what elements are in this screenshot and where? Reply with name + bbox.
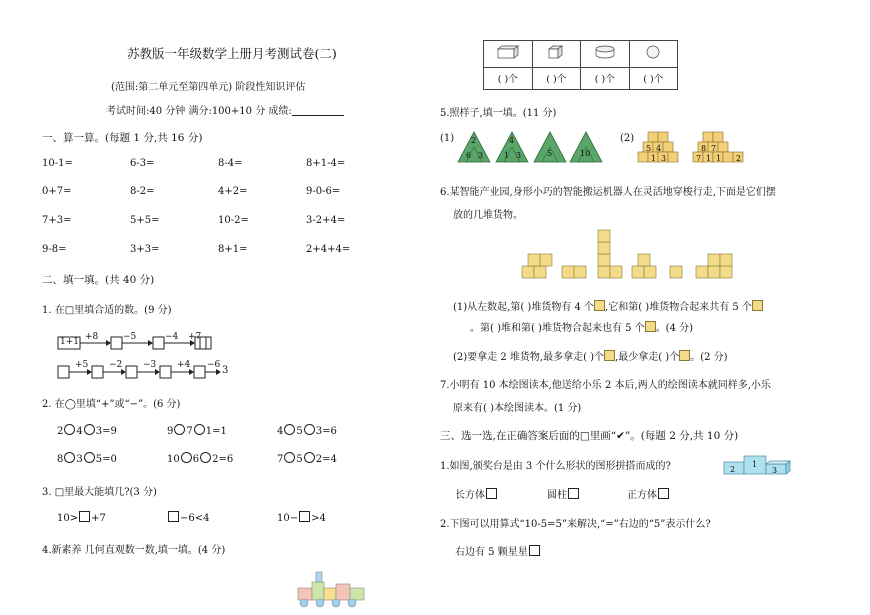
- arith-2-0: 7+3=: [42, 215, 72, 226]
- small-cube-icon: [604, 350, 615, 361]
- small-cube-icon: [679, 350, 690, 361]
- exam-range: (范围:第二单元至第四单元) 阶段性知识评估: [111, 82, 306, 93]
- blocks1-top-0: 5: [646, 144, 652, 153]
- tri2-mid: 1: [504, 151, 510, 160]
- q2-7-text-2: 原来有( )本绘图读本。(1 分): [453, 403, 582, 414]
- q6-sub2: (2)要拿走 2 堆货物,最多拿走( )个 ,最少拿走( )个 。(2 分): [453, 352, 728, 363]
- op-circle[interactable]: [284, 424, 295, 435]
- option-cuboid: 长方体: [455, 486, 498, 501]
- option-cylinder: 圆柱: [547, 486, 580, 501]
- chain2-end: 3: [222, 365, 229, 376]
- chain2-op-2: −2: [109, 360, 123, 370]
- blocks2-top-1: 7: [711, 144, 717, 153]
- exam-meta-text: 考试时间:40 分钟 满分:100+10 分 成绩:: [106, 106, 292, 117]
- toy-train-image: [296, 566, 368, 610]
- op-circle[interactable]: [181, 452, 192, 463]
- tri2-right: 3: [516, 151, 522, 160]
- op-circle[interactable]: [284, 452, 295, 463]
- max-item-3: 10− >4: [277, 513, 326, 524]
- cylinder-icon: [594, 45, 616, 59]
- checkbox-stars[interactable]: [529, 545, 540, 556]
- arith-0-0: 10-1=: [42, 158, 73, 169]
- podium-label-2: 2: [730, 465, 736, 474]
- blocks1-bottom-1: 3: [661, 154, 667, 163]
- q2-6-text-1: 6.某智能产业园,身形小巧的智能搬运机器人在灵活地穿梭行走,下面是它们摆: [440, 187, 776, 198]
- chain2-op-3: −3: [143, 360, 157, 370]
- arith-3-1: 3+3=: [130, 244, 160, 255]
- section-2-heading: 二、填一填。(共 40 分): [42, 274, 155, 286]
- count-cell-3[interactable]: ( )个: [581, 67, 630, 89]
- q2-5-text: 5.照样子,填一填。(11 分): [440, 108, 557, 119]
- count-cell-2[interactable]: ( )个: [532, 67, 581, 89]
- arith-2-3: 3-2+4=: [306, 215, 346, 226]
- op-circle[interactable]: [84, 452, 95, 463]
- blocks2-bottom-2: 1: [716, 154, 722, 163]
- small-cube-icon: [645, 321, 656, 332]
- arith-1-0: 0+7=: [42, 186, 72, 197]
- answer-box[interactable]: [79, 511, 90, 522]
- op-circle[interactable]: [64, 452, 75, 463]
- podium-label-1: 1: [752, 460, 758, 469]
- circle-item-2: 9 7 1=1: [167, 426, 227, 437]
- q2-1-text: 1. 在□里填合适的数。(9 分): [42, 305, 172, 316]
- blocks2-bottom-0: 7: [696, 154, 702, 163]
- cube-piles: [520, 232, 740, 282]
- cube-icon: [547, 45, 565, 59]
- answer-box[interactable]: [299, 511, 310, 522]
- circle-item-1: 2 4 3=9: [57, 426, 117, 437]
- q3-2-text: 2.下图可以用算式“10-5=5”来解决,“=”右边的“5”表示什么?: [440, 519, 711, 530]
- cylinder-cell: [581, 41, 630, 68]
- exam-meta: [106, 102, 344, 117]
- q5-label-2: (2): [620, 133, 635, 144]
- arith-3-0: 9-8=: [42, 244, 67, 255]
- tri4-label: 10: [580, 149, 591, 158]
- count-cell-1[interactable]: ( )个: [484, 67, 533, 89]
- q2-6-text-2: 放的几堆货物。: [453, 210, 523, 221]
- sphere-icon: [645, 45, 661, 59]
- arith-0-2: 8-4=: [218, 158, 243, 169]
- q2-7-text-1: 7.小明有 10 本绘图读本,他送给小乐 2 本后,两人的绘图读本就同样多,小乐: [440, 380, 771, 391]
- sphere-cell: [629, 41, 678, 68]
- answer-box[interactable]: [168, 511, 179, 522]
- chain1-op-4: +7: [188, 332, 202, 342]
- op-circle[interactable]: [84, 424, 95, 435]
- blocks2-bottom-1: 1: [706, 154, 712, 163]
- tri1-top: 2: [471, 136, 477, 145]
- arith-0-1: 6-3=: [130, 158, 155, 169]
- chain2-op-4: +4: [177, 360, 191, 370]
- arith-2-2: 10-2=: [218, 215, 249, 226]
- section-1-heading: 一、算一算。(每题 1 分,共 16 分): [42, 132, 203, 144]
- max-item-1: 10> +7: [57, 513, 106, 524]
- blocks2-bottom-3: 2: [736, 154, 742, 163]
- circle-item-5: 10 6 2=6: [167, 454, 234, 465]
- op-circle[interactable]: [64, 424, 75, 435]
- chain2-op-5: −6: [207, 360, 221, 370]
- shape-count-table: [483, 40, 678, 90]
- page-title: 苏教版一年级数学上册月考测试卷(二): [127, 46, 337, 61]
- q6-sub1-line2: 。第( )堆和第( )堆货物合起来也有 5 个 。(4 分): [470, 323, 694, 334]
- cuboid-cell: [484, 41, 533, 68]
- op-circle[interactable]: [174, 424, 185, 435]
- arith-3-2: 8+1=: [218, 244, 248, 255]
- chain1-start: 1+1: [60, 337, 79, 347]
- cuboid-icon: [496, 45, 520, 59]
- arith-1-3: 9-0-6=: [306, 186, 341, 197]
- chain1-op-3: −4: [165, 332, 179, 342]
- op-circle[interactable]: [200, 452, 211, 463]
- podium-label-3: 3: [772, 466, 778, 475]
- cube-cell: [532, 41, 581, 68]
- blocks1-top-1: 4: [656, 144, 662, 153]
- q2-2-text: 2. 在◯里填“+”或“−”。(6 分): [42, 399, 181, 410]
- chain1-op-1: +8: [85, 332, 99, 342]
- chain1-op-2: −5: [123, 332, 137, 342]
- checkbox-cylinder[interactable]: [568, 488, 579, 499]
- circle-item-4: 8 3 5=0: [57, 454, 117, 465]
- op-circle[interactable]: [304, 452, 315, 463]
- arith-2-1: 5+5=: [130, 215, 160, 226]
- chain2-op-1: +5: [75, 360, 89, 370]
- small-cube-icon: [752, 300, 763, 311]
- checkbox-cuboid[interactable]: [486, 488, 497, 499]
- q6-sub1-line1: (1)从左数起,第( )堆货物有 4 个 ,它和第( )堆货物合起来共有 5 个: [453, 298, 763, 313]
- tri1-mid: 6: [466, 151, 472, 160]
- blocks2-top-0: 8: [701, 144, 707, 153]
- q2-3-text: 3. □里最大能填几?(3 分): [42, 487, 157, 498]
- arith-1-2: 4+2=: [218, 186, 248, 197]
- circle-item-6: 7 5 2=4: [277, 454, 337, 465]
- option-cube: 正方体: [627, 486, 670, 501]
- q5-label-1: (1): [440, 133, 455, 144]
- arith-1-1: 8-2=: [130, 186, 155, 197]
- checkbox-cube[interactable]: [658, 488, 669, 499]
- blocks1-bottom-0: 1: [651, 154, 657, 163]
- tri2-top: 4: [509, 136, 515, 145]
- arith-0-3: 8+1-4=: [306, 158, 346, 169]
- option-stars: 右边有 5 颗星星: [455, 543, 541, 558]
- small-cube-icon: [594, 300, 605, 311]
- arith-3-3: 2+4+4=: [306, 244, 351, 255]
- q3-1-text: 1.如图,颁奖台是由 3 个什么形状的图形拼搭而成的?: [440, 461, 671, 472]
- q2-4-text: 4.新素养 几何直观数一数,填一填。(4 分): [42, 545, 226, 556]
- circle-item-3: 4 5 3=6: [277, 426, 337, 437]
- number-chain-1-tail: [206, 331, 256, 351]
- count-cell-4[interactable]: ( )个: [629, 67, 678, 89]
- tri3-label: 5: [547, 149, 553, 158]
- section-3-heading: 三、选一选,在正确答案后面的□里画“✔”。(每题 2 分,共 10 分): [440, 430, 739, 442]
- op-circle[interactable]: [194, 424, 205, 435]
- op-circle[interactable]: [304, 424, 315, 435]
- tri1-right: 3: [478, 151, 484, 160]
- score-blank[interactable]: [292, 105, 344, 116]
- max-item-2: −6<4: [167, 511, 209, 524]
